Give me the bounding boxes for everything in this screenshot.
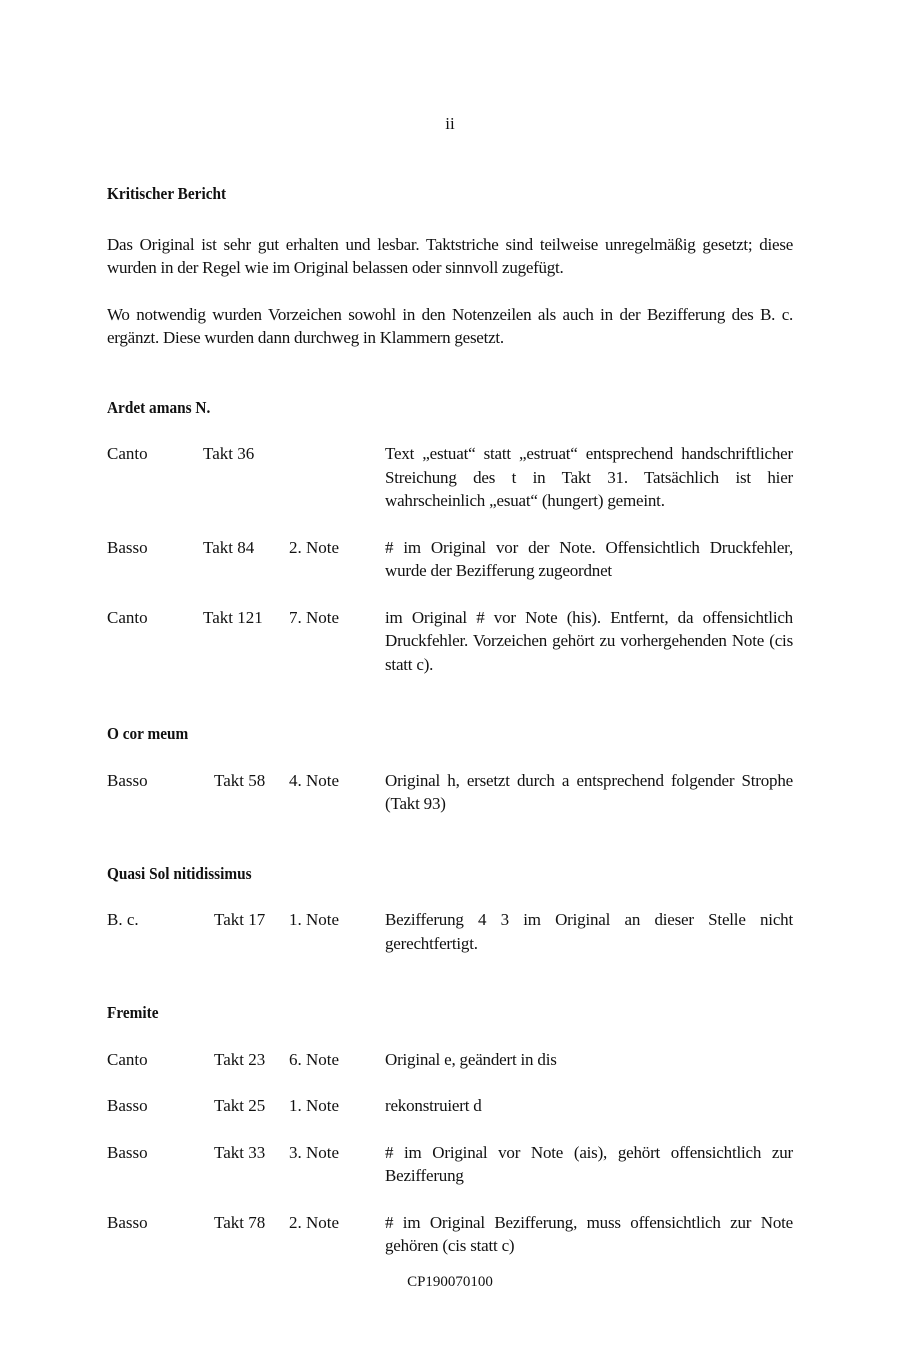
footer-code: CP190070100 — [407, 1274, 493, 1290]
voice-cell: Basso — [107, 1096, 148, 1115]
section-title: O cor meum — [107, 724, 189, 743]
report-title: Kritischer Bericht — [107, 184, 227, 203]
table-row — [107, 442, 793, 513]
note-cell: 1. Note — [289, 1096, 340, 1115]
remark-cell: Text „estuat“ statt „estruat“ entsprechend handschriftlicher Streichung des t in Takt 31. Tatsächlich ist hier wahrscheinlich „esuat“ (hungert) gemeint. — [385, 444, 793, 510]
takt-cell: Takt 23 — [214, 1049, 266, 1069]
report-content — [107, 182, 793, 1258]
section-title: Quasi Sol nitidissimus — [107, 863, 252, 883]
section-quasi-sol — [107, 862, 793, 956]
voice-cell: Basso — [107, 1212, 148, 1232]
intro-paragraph: Wo notwendig wurden Vorzeichen sowohl in den Notenzeilen als auch in der Bezifferung des B. c. ergänzt. Diese wurden dann durchweg in Klammern gesetzt. — [107, 304, 793, 347]
remark-cell: Original h, ersetzt durch a entsprechend folgender Strophe (Takt 93) — [385, 770, 793, 813]
note-cell: 2. Note — [289, 537, 340, 557]
section-title: Ardet amans N. — [107, 397, 211, 417]
table-row — [107, 1211, 793, 1258]
remark-cell: # im Original vor der Note. Offensichtlich Druckfehler, wurde der Bezifferung zugeordnet — [385, 537, 793, 580]
note-cell: 3. Note — [289, 1142, 340, 1162]
voice-cell: Canto — [107, 444, 148, 463]
voice-cell: Basso — [107, 770, 148, 790]
table-row — [107, 1141, 793, 1188]
takt-cell: Takt 78 — [214, 1212, 266, 1232]
section-o-cor-meum — [107, 722, 793, 816]
intro-paragraph: Das Original ist sehr gut erhalten und lesbar. Taktstriche sind teilweise unregelmäßig gesetzt; diese wurden in der Regel wie im Original belassen oder sinnvoll zugefügt. — [107, 234, 793, 277]
note-cell: 6. Note — [289, 1049, 340, 1069]
section-title: Fremite — [107, 1003, 159, 1022]
takt-cell: Takt 58 — [214, 770, 266, 790]
takt-cell: Takt 36 — [203, 444, 255, 463]
voice-cell: B. c. — [107, 910, 139, 929]
page-number: ii — [445, 114, 455, 133]
table-row — [107, 536, 793, 583]
remark-cell: Bezifferung 4 3 im Original an dieser Stelle nicht gerechtfertigt. — [385, 910, 793, 953]
note-cell: 1. Note — [289, 910, 340, 929]
section-ardet-amans — [107, 396, 793, 677]
voice-cell: Basso — [107, 537, 148, 557]
voice-cell: Canto — [107, 1049, 148, 1069]
takt-cell: Takt 25 — [214, 1096, 266, 1115]
remark-cell: # im Original Bezifferung, muss offensichtlich zur Note gehören (cis statt c) — [385, 1212, 793, 1255]
takt-cell: Takt 17 — [214, 910, 266, 929]
takt-cell: Takt 33 — [214, 1142, 266, 1162]
note-cell: 2. Note — [289, 1212, 340, 1232]
table-row — [107, 769, 793, 816]
remark-cell: rekonstruiert d — [385, 1096, 482, 1115]
remark-cell: im Original # vor Note (his). Entfernt, da offensichtlich Druckfehler. Vorzeichen gehört zu vorhergehenden Note (cis statt c). — [385, 607, 793, 674]
takt-cell: Takt 121 — [203, 607, 263, 627]
takt-cell: Takt 84 — [203, 537, 255, 557]
remark-cell: Original e, geändert in dis — [385, 1049, 557, 1069]
table-row — [107, 606, 793, 677]
table-row — [107, 908, 793, 955]
remark-cell: # im Original vor Note (ais), gehört offensichtlich zur Bezifferung — [385, 1142, 793, 1185]
section-fremite — [107, 1001, 793, 1258]
note-cell: 4. Note — [289, 770, 340, 790]
voice-cell: Basso — [107, 1142, 148, 1162]
table-row — [107, 1048, 793, 1072]
note-cell: 7. Note — [289, 607, 340, 627]
voice-cell: Canto — [107, 607, 148, 627]
table-row — [107, 1094, 793, 1118]
